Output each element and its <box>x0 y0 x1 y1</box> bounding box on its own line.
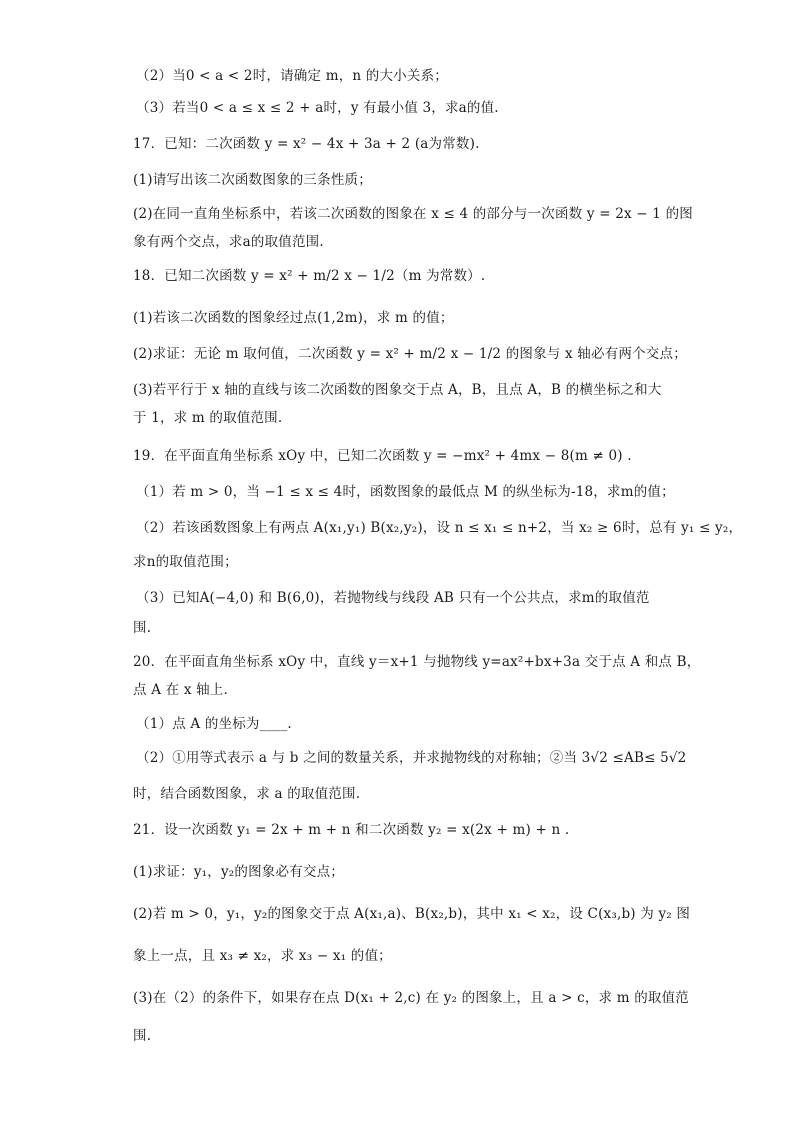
q19-part3-line1: （3）已知A(−4,0) 和 B(6,0)，若抛物线与线段 AB 只有一个公共点，求m的取值范 <box>136 590 650 606</box>
q17-part2-line1: (2)在同一直角坐标系中，若该二次函数的图象在 x ≤ 4 的部分与一次函数 y = 2x − 1 的图 <box>133 206 693 222</box>
q18-part2: (2)求证：无论 m 取何值，二次函数 y = x² + m/2 x − 1/2 的图象与 x 轴必有两个交点； <box>133 346 687 362</box>
q20-stem-line2: 点 A 在 x 轴上. <box>133 682 229 698</box>
q19-part2-line2: 求n的取值范围； <box>133 554 238 570</box>
q20-part1: （1）点 A 的坐标为____. <box>136 716 292 732</box>
q17-stem: 17．已知：二次函数 y = x² − 4x + 3a + 2 (a为常数). <box>133 136 480 152</box>
q21-part3-line1: (3)在（2）的条件下，如果存在点 D(x₁ + 2,c) 在 y₂ 的图象上，且 a > c，求 m 的取值范 <box>133 990 690 1006</box>
q20-part2-line1: （2）①用等式表示 a 与 b 之间的数量关系，并求抛物线的对称轴；②当 3√2 ≤AB≤ 5√2 <box>136 750 687 766</box>
q18-stem: 18．已知二次函数 y = x² + m/2 x − 1/2（m 为常数）. <box>133 268 486 284</box>
q21-part2-line1: (2)若 m > 0，y₁，y₂的图象交于点 A(x₁,a)、B(x₂,b)，其中 x₁ < x₂，设 C(x₃,b) 为 y₂ 图 <box>133 906 691 922</box>
q17-part2-line2: 象有两个交点，求a的取值范围. <box>133 234 324 250</box>
q18-part3-line1: (3)若平行于 x 轴的直线与该二次函数的图象交于点 A，B，且点 A，B 的横坐标之和大 <box>133 382 662 398</box>
q18-part3-line2: 于 1，求 m 的取值范围. <box>133 410 283 426</box>
q19-stem: 19．在平面直角坐标系 xOy 中，已知二次函数 y = −mx² + 4mx − 8(m ≠ 0) . <box>133 448 632 464</box>
q20-part2-line2: 时，结合函数图象，求 a 的取值范围. <box>133 786 361 802</box>
q21-part1: (1)求证：y₁，y₂的图象必有交点； <box>133 864 344 880</box>
q19-part3-line2: 围. <box>133 620 152 636</box>
q17-part1: (1)请写出该二次函数图象的三条性质； <box>133 172 372 188</box>
q19-part2-line1: （2）若该函数图象上有两点 A(x₁,y₁) B(x₂,y₂)，设 n ≤ x₁ ≤ n+2，当 x₂ ≥ 6时，总有 y₁ ≤ y₂， <box>136 520 743 536</box>
q16-part3: （3）若当0 < a ≤ x ≤ 2 + a时，y 有最小值 3，求a的值. <box>136 100 499 116</box>
q19-part1: （1）若 m > 0，当 −1 ≤ x ≤ 4时，函数图象的最低点 M 的纵坐标为-18，求m的值； <box>136 484 675 500</box>
q18-part1: (1)若该二次函数的图象经过点(1,2m)，求 m 的值； <box>133 310 454 326</box>
q21-part3-line2: 围. <box>133 1028 152 1044</box>
q21-stem: 21．设一次函数 y₁ = 2x + m + n 和二次函数 y₂ = x(2x + m) + n . <box>133 822 570 838</box>
q20-stem-line1: 20．在平面直角坐标系 xOy 中，直线 y＝x+1 与抛物线 y=ax²+bx+3a 交于点 A 和点 B， <box>133 654 701 670</box>
q21-part2-line2: 象上一点，且 x₃ ≠ x₂，求 x₃ − x₁ 的值； <box>133 948 392 964</box>
q16-part2: （2）当0 < a < 2时，请确定 m，n 的大小关系； <box>136 68 448 84</box>
